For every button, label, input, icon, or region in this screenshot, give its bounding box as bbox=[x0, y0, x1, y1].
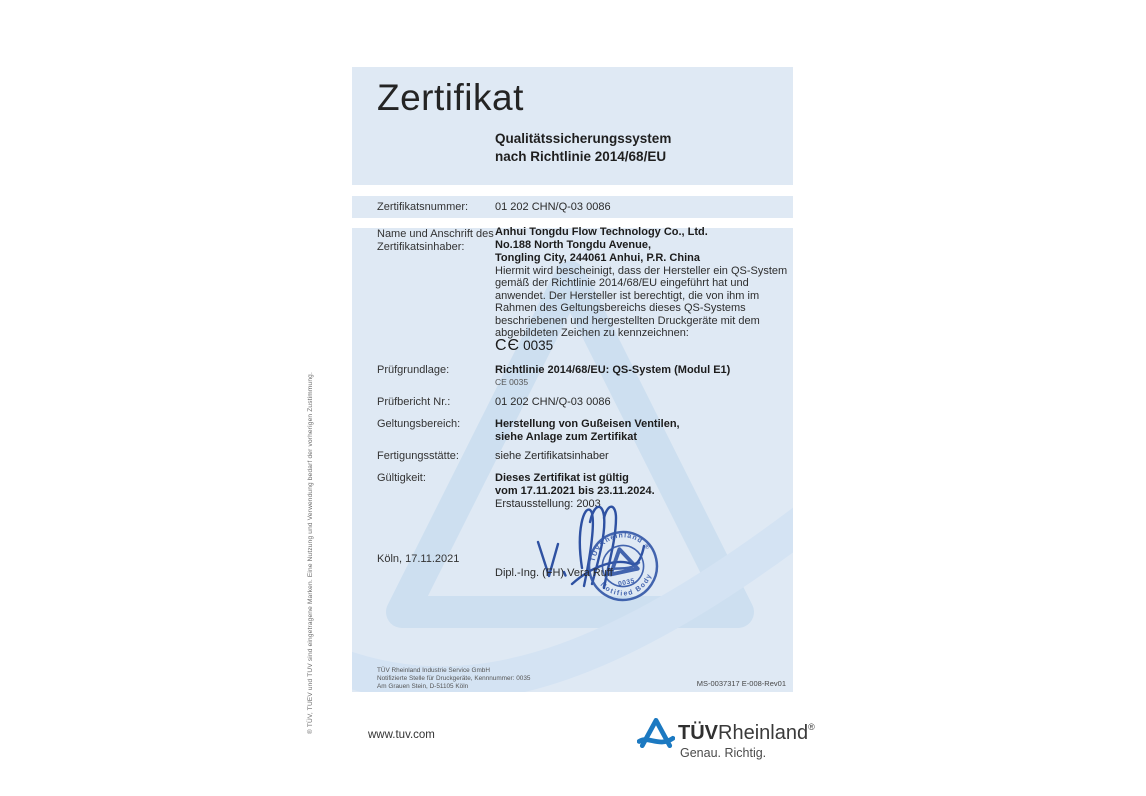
stamp-number: 0035 bbox=[617, 577, 636, 588]
statement-line: Rahmen des Geltungsbereichs dieses QS-Systems bbox=[495, 302, 746, 315]
holder-label-line: Name und Anschrift des bbox=[377, 228, 494, 240]
divider bbox=[352, 185, 793, 196]
geltungsbereich-line: Herstellung von Gußeisen Ventilen, bbox=[495, 418, 680, 430]
brand-tuv: TÜV bbox=[678, 722, 718, 744]
issuer-line: Am Grauen Stein, D-51105 Köln bbox=[377, 682, 469, 690]
issuer-block bbox=[377, 667, 530, 690]
geltungsbereich-label: Geltungsbereich: bbox=[377, 418, 461, 430]
subtitle-line: nach Richtlinie 2014/68/EU bbox=[495, 148, 667, 164]
pruefgrundlage-value: Richtlinie 2014/68/EU: QS-System (Modul E1) bbox=[495, 364, 731, 376]
statement-line: Hiermit wird bescheinigt, dass der Hersteller ein QS-System bbox=[495, 265, 788, 277]
certification-statement bbox=[495, 265, 787, 339]
holder-address bbox=[495, 226, 708, 266]
ce-mark-icon: CЄ bbox=[495, 337, 521, 354]
certificate-card bbox=[352, 67, 793, 692]
pruefgrundlage-label: Prüfgrundlage: bbox=[377, 364, 450, 376]
statement-line: gemäß der Richtlinie 2014/68/EU eingeführt hat und bbox=[495, 277, 749, 290]
brand-tagline: Genau. Richtig. bbox=[680, 746, 767, 760]
issuer-line: Notifizierte Stelle für Druckgeräte, Kennnummer: 0035 bbox=[377, 674, 531, 682]
gueltigkeit-line: Dieses Zertifikat ist gültig bbox=[495, 472, 629, 484]
gueltigkeit-line: vom 17.11.2021 bis 23.11.2024. bbox=[495, 485, 655, 498]
holder-address-line: Tongling City, 244061 Anhui, P.R. China bbox=[495, 252, 700, 265]
certificate-title: Zertifikat bbox=[377, 77, 524, 118]
statement-line: anwendet. Der Hersteller ist berechtigt, die von ihm im bbox=[495, 289, 760, 302]
fertigungsstaette-value: siehe Zertifikatsinhaber bbox=[495, 450, 609, 462]
statement-line: beschriebenen und hergestellten Druckgeräte mit dem bbox=[495, 314, 760, 327]
certificate-subtitle bbox=[495, 130, 671, 165]
subtitle-line: Qualitätssicherungssystem bbox=[495, 131, 672, 146]
issuer-line: TÜV Rheinland Industrie Service GmbH bbox=[377, 667, 490, 674]
pruefbericht-label: Prüfbericht Nr.: bbox=[377, 396, 451, 408]
fertigungsstaette-label: Fertigungsstätte: bbox=[377, 450, 459, 462]
trademark-side-note: ® TÜV, TUEV und TUV sind eingetragene Marken. Eine Nutzung und Verwendung bedarf der vorherigen Zustimmung. bbox=[307, 372, 314, 734]
cert-number-value: 01 202 CHN/Q-03 0086 bbox=[495, 201, 611, 213]
signer-name: Dipl.-Ing. (FH) Vera Ruff bbox=[495, 567, 613, 579]
gueltigkeit-label: Gültigkeit: bbox=[377, 472, 426, 484]
statement-line: abgebildeten Zeichen zu kennzeichnen: bbox=[495, 327, 689, 340]
registered-mark: ® bbox=[808, 722, 815, 732]
stamp-ring-top-text: TÜVRheinland ® bbox=[589, 532, 652, 563]
geltungsbereich-line: siehe Anlage zum Zertifikat bbox=[495, 431, 638, 444]
stamp-ring-bottom-text: Notified Body bbox=[598, 572, 654, 598]
tuv-rheinland-logo-icon bbox=[637, 715, 675, 751]
holder-address-line: Anhui Tongdu Flow Technology Co., Ltd. bbox=[495, 226, 708, 238]
holder-label-line: Zertifikatsinhaber: bbox=[377, 241, 465, 253]
ce-marking bbox=[495, 337, 553, 355]
geltungsbereich-value bbox=[495, 418, 680, 444]
erstausstellung-note: Erstausstellung: 2003 bbox=[495, 498, 601, 510]
ce-mark-number: 0035 bbox=[523, 338, 554, 353]
holder-label bbox=[377, 228, 494, 254]
website-url: www.tuv.com bbox=[368, 729, 435, 741]
holder-address-line: No.188 North Tongdu Avenue, bbox=[495, 239, 652, 252]
cert-number-label: Zertifikatsnummer: bbox=[377, 201, 469, 213]
notified-body-stamp bbox=[572, 515, 674, 617]
document-code: MS-0037317 E-008-Rev01 bbox=[696, 679, 786, 688]
pruefbericht-value: 01 202 CHN/Q-03 0086 bbox=[495, 396, 611, 408]
gueltigkeit-value bbox=[495, 472, 655, 498]
pruefgrundlage-note: CE 0035 bbox=[495, 377, 529, 387]
place-and-date: Köln, 17.11.2021 bbox=[377, 553, 460, 565]
brand-rheinland: Rheinland bbox=[718, 722, 809, 744]
brand-wordmark bbox=[678, 722, 815, 745]
